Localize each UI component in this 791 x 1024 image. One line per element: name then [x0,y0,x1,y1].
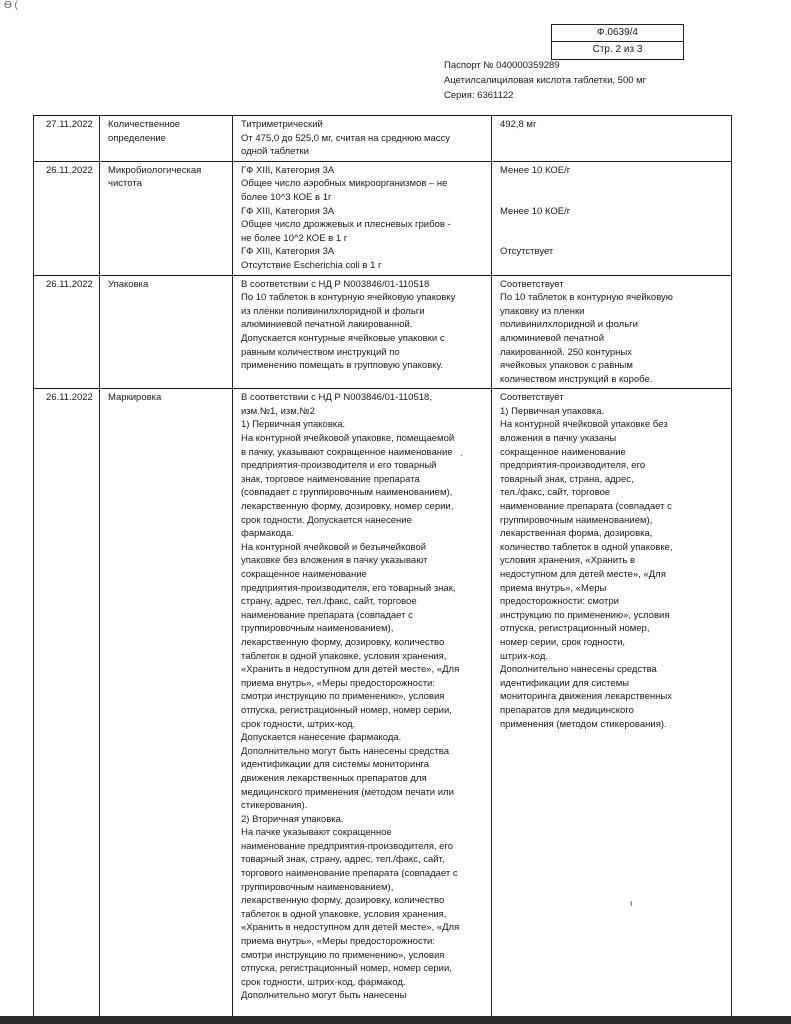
requirement-line: Общее число дрожжевых и плесневых грибов - [241,219,451,231]
requirement-line: предприятия-производителя и его товарный [241,460,437,472]
requirement-line: На контурной ячейковой упаковке, помещаемой [241,433,455,445]
result-line: сокращенное наименование [500,446,626,458]
test-name-line: чистота [108,178,142,190]
requirement-line: упаковке без вложения в пачку указывают [241,555,428,567]
requirement-line: не более 10^2 КОЕ в 1 г [241,232,348,244]
passport-header [444,58,646,103]
result-line: препаратов для медицинского [500,704,634,716]
requirement-line: изм.№1, изм.№2 [241,405,315,417]
requirement-line: «Хранить в недоступном для детей месте», «Для [241,922,460,934]
requirement [233,389,492,1017]
requirement-line: приема внутрь», «Меры предосторожности: [241,936,435,948]
result [492,116,732,162]
result-line: поливинилхлоридной и фольги [500,319,638,331]
requirement-line: таблеток в одной упаковке, условия хранения, [241,908,447,920]
requirement-line: срок годности. Допускается нанесение [241,514,412,526]
test-date: 26.11.2022 [34,389,100,1017]
result-line: упаковку из пленки [500,305,585,317]
table-row [34,389,732,1017]
result-line: Отсутствует [500,246,554,258]
test-name [100,389,233,1017]
result-line: На контурной ячейковой упаковке без [500,419,668,431]
requirement-line: медицинского применения (методом печати или [241,786,454,798]
requirement [233,116,492,162]
result-line [500,218,725,232]
requirement-line: смотри инструкцию по применению», условия [241,949,445,961]
requirement-line: стикерования). [241,800,308,812]
test-name [100,116,233,162]
result-line: количество таблеток в одной упаковке, [500,541,673,553]
requirement-line: страну, адрес, тел./факс, сайт, торговое [241,596,417,608]
result-line: группировочным наименованием), [500,514,653,526]
result-line: ячейковых упаковок с равным [500,360,633,372]
requirement-line: От 475,0 до 525,0 мг, считая на среднюю массу [241,132,451,144]
requirement-line: приема внутрь», «Меры предосторожности: [241,677,435,689]
result-line: предосторожности: смотри [500,596,619,608]
requirement-line: 1) Первичная упаковка. [241,419,346,431]
result-line: вложения в пачку указаны [500,433,617,445]
requirement-line: В соответствии с НД Р N003846/01-110518, [241,392,432,404]
requirement-line: В соответствии с НД Р N003846/01-110518 [241,278,430,290]
requirement-line: 2) Вторичная упаковка. [241,813,344,825]
requirement-line: одной таблетки [241,146,309,158]
requirement-line: Допускается контурные ячейковые упаковки с [241,332,445,344]
requirement-line: ГФ XIII, Категория 3А [241,164,335,176]
test-name-line: Микробиологическая [108,164,202,176]
stray-mark: ı [630,898,633,908]
result-line: инструкцию по применению», условия [500,609,670,621]
result-line: Менее 10 КОЕ/г [500,205,571,217]
form-code: Ф.0639/4 [597,27,638,38]
requirement-line: ГФ XIII, Категория 3А [241,205,335,217]
result [492,275,732,389]
requirement-line: из пленки поливинилхлоридной и фольги [241,305,425,317]
requirement-line: Отсутствие Escherichia coli в 1 г [241,259,382,271]
page-number: Стр. 2 из 3 [552,41,683,58]
requirement [233,161,492,275]
test-date: 27.11.2022 [34,116,100,162]
requirement-line: Титриметрический [241,119,323,130]
requirement-line: лекарственную форму, дозировку, количество [241,636,445,648]
corner-mark: Ѳ ( [4,0,18,11]
test-name [100,161,233,275]
requirement-line: ГФ XIII, Категория 3А [241,246,335,258]
requirement-line: знак, торговое наименование препарата [241,473,420,485]
result-line: приема внутрь», «Меры [500,582,607,594]
requirement-line: сокращенное наименование [241,569,367,580]
result-line: лакированной. 250 контурных [500,346,632,358]
requirement-line: алюминиевой печатной лакированной. [241,319,413,331]
requirement-line: применению помещать в групповую упаковку. [241,360,443,372]
requirement-line: группировочным наименованием), [241,881,394,893]
requirement-line: «Хранить в недоступном для детей месте», «Для [241,664,460,676]
result-line: товарный знак, страна, адрес, [500,473,634,485]
requirement-line: лекарственную форму, дозировку, номер серии, [241,501,454,513]
requirement-line: срок годности, штрих-код, фармакод. [241,976,406,988]
result-line: недоступном для детей месте», «Для [500,569,666,580]
result-line: Соответствует [500,278,564,290]
requirement-line: товарный знак, страну, адрес, тел./факс, сайт, [241,854,445,866]
test-name-line: определение [108,132,166,144]
test-name [100,275,233,389]
requirement-line: торгового наименование препарата (совпадает с [241,868,458,880]
result-line: применения (методом стикерования). [500,718,667,730]
test-name-line: Маркировка [108,392,162,404]
result-line: количеством инструкций в коробе. [500,373,653,385]
stray-mark: · [460,450,463,460]
test-name-line: Количественное [108,119,181,130]
form-code-box [551,24,684,60]
result-line: идентификации для системы [500,677,630,689]
test-results-table [33,115,732,1017]
requirement-line: движения лекарственных препаратов для [241,772,427,784]
result-line: предприятия-производителя, его [500,460,646,472]
series-number: Серия: 6361122 [444,90,514,101]
table-row [34,116,732,162]
requirement-line: Общее число аэробных микроорганизмов – не [241,178,448,190]
requirement-line: Дополнительно могут быть нанесены [241,990,407,1002]
requirement-line: лекарственную форму, дозировку, количество [241,895,445,907]
requirement-line: срок годности, штрих-код. [241,718,356,730]
requirement-line: идентификации для системы мониторинга [241,759,429,771]
result-line [500,191,725,205]
requirement-line: На пачке указывают сокращенное [241,827,392,839]
requirement-line: Дополнительно могут быть нанесены средства [241,745,450,757]
result-line: 1) Первичная упаковка. [500,405,605,417]
requirement-line: более 10^3 КОЕ в 1г [241,191,332,203]
result-line: тел./факс, сайт, торговое [500,487,611,499]
requirement-line: (совпадает с группировочным наименованием), [241,487,453,499]
requirement-line: наименование препарата (совпадает с [241,609,413,621]
test-date: 26.11.2022 [34,161,100,275]
requirement-line: отпуска, регистрационный номер, номер серии, [241,704,452,716]
result-line: алюминиевой печатной [500,332,605,344]
requirement-line: По 10 таблеток в контурную ячейковую упаковку [241,292,456,304]
result-line: мониторинга движения лекарственных [500,691,672,703]
requirement-line: в пачку, указывают сокращенное наименование [241,446,453,458]
requirement [233,275,492,389]
result-line: 492,8 мг [500,119,537,130]
requirement-line: отпуска, регистрационный номер, номер серии, [241,963,452,975]
result-line [500,177,725,191]
result-line: По 10 таблеток в контурную ячейковую [500,292,673,304]
requirement-line: Допускается нанесение фармакода. [241,732,402,744]
result-line [500,232,725,246]
passport-number: Паспорт № 040000359289 [444,60,560,71]
requirement-line: группировочным наименованием), [241,623,394,635]
result-line: Дополнительно нанесены средства [500,664,657,676]
result [492,389,732,1017]
test-date: 26.11.2022 [34,275,100,389]
scan-edge-bar [0,1016,791,1024]
result [492,161,732,275]
result-line: Менее 10 КОЕ/г [500,164,571,176]
requirement-line: На контурной ячейковой и безъячейковой [241,541,427,553]
result-line: штрих-код. [500,650,548,662]
result-line: отпуска, регистрационный номер, [500,623,650,635]
requirement-line: предприятия-производителя, его товарный знак, [241,582,456,594]
requirement-line: фармакода. [241,528,295,540]
requirement-line: равным количеством инструкций по [241,346,400,358]
table-row [34,275,732,389]
result-line [500,259,725,273]
result-line: номер серии, срок годности, [500,636,626,648]
result-line: Соответствует [500,392,564,404]
requirement-line: смотри инструкцию по применению», условия [241,691,445,703]
product-name: Ацетилсалициловая кислота таблетки, 500 мг [444,75,647,86]
test-name-line: Упаковка [108,278,149,290]
result-line: условия хранения, «Хранить в [500,555,636,567]
result-line: наименование препарата (совпадает с [500,501,672,513]
requirement-line: наименование предприятия-производителя, его [241,840,454,852]
table-row [34,161,732,275]
requirement-line: таблеток в одной упаковке, условия хранения, [241,650,447,662]
result-line: лекарственная форма, дозировка, [500,528,653,540]
